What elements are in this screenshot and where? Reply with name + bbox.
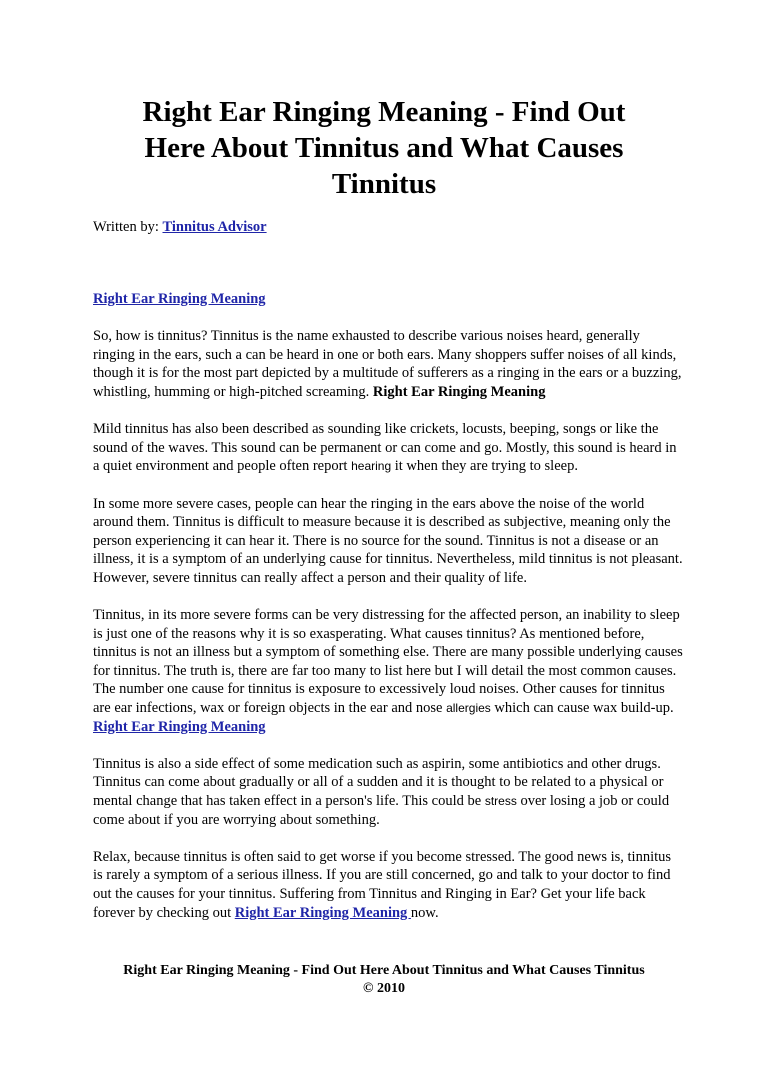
paragraph-4-text: Tinnitus, in its more severe forms can be very distressing for the affected person, an inability to sleep is just one of the reasons why it is so exasperating. What causes tinnitus? As mentioned before, tinnitus is not an illness but a symptom of something else. There are many possible underlying causes for tinnitus. The truth is, there are far too many to list here but I will detail the most common causes. The number one cause for tinnitus is exposure to excessively loud noises. Other causes for tinnitus are ear infections, wax or foreign objects in the ear and nose	[93, 607, 683, 717]
page-footer	[86, 962, 682, 998]
paragraph-6	[93, 848, 683, 922]
article-body	[93, 290, 683, 941]
byline-label: Written by:	[93, 219, 163, 235]
paragraph-5-text-end: over losing a job or could come about if you are worrying about something.	[93, 793, 670, 828]
page-title: Right Ear Ringing Meaning - Find Out Here About Tinnitus and What Causes Tinnitus	[142, 96, 626, 200]
byline	[93, 218, 267, 236]
section-heading-link[interactable]: Right Ear Ringing Meaning	[93, 291, 266, 307]
paragraph-1-bold: Right Ear Ringing Meaning	[372, 383, 546, 400]
paragraph-4-text-end: which can cause wax build-up.	[490, 700, 674, 717]
inline-link-1[interactable]: Right Ear Ringing Meaning	[93, 718, 266, 735]
paragraph-5-keyword: stress	[484, 794, 517, 809]
paragraph-3: In some more severe cases, people can hear the ringing in the ears above the noise of the world around them. Tinnitus is difficult to measure because it is described as subjective, meaning only the person experiencing it can hear it. There is no source for the sound. Tinnitus is not a disease or an illness, it is a symptom of an underlying cause for tinnitus. Nevertheless, mild tinnitus is not pleasant. However, severe tinnitus can really affect a person and their quality of life.	[93, 495, 683, 586]
paragraph-2-keyword: hearing	[351, 459, 392, 474]
paragraph-2-text: Mild tinnitus has also been described as sounding like crickets, locusts, beeping, songs or like the sound of the waves. This sound can be permanent or can come and go. Mostly, this sound is heard in a quiet environment and people often report	[93, 421, 677, 475]
paragraph-4-keyword: allergies	[446, 701, 491, 716]
footer-title: Right Ear Ringing Meaning - Find Out Here About Tinnitus and What Causes Tinnitus	[123, 963, 645, 978]
paragraph-5	[93, 755, 683, 829]
paragraph-1-text: So, how is tinnitus? Tinnitus is the name exhausted to describe various noises heard, generally ringing in the ears, such a can be heard in one or both ears. Many shoppers suffer noises of all kinds, though it is for the most part depicted by a multitude of sufferers as a ringing in the ears or a buzzing, whistling, humming or high-pitched screaming.	[93, 328, 682, 400]
paragraph-6-text: Relax, because tinnitus is often said to get worse if you become stressed. The good news is, tinnitus is rarely a symptom of a serious illness. If you are still concerned, go and talk to your doctor to find out the causes for your tinnitus. Suffering from Tinnitus and Ringing in Ear? Get your life back forever by checking out	[93, 848, 672, 921]
paragraph-5-text: Tinnitus is also a side effect of some medication such as aspirin, some antibiotics and other drugs. Tinnitus can come about gradually or all of a sudden and it is thought to be related to a physical or mental change that has taken effect in a person's life. This could be	[93, 755, 664, 810]
footer-copyright: © 2010	[363, 981, 405, 996]
author-link[interactable]: Tinnitus Advisor	[162, 219, 267, 235]
paragraph-2	[93, 420, 683, 476]
paragraph-2-text-end: it when they are trying to sleep.	[391, 458, 578, 475]
paragraph-4	[93, 606, 683, 736]
paragraph-6-text-end: now.	[410, 904, 439, 921]
inline-link-2[interactable]: Right Ear Ringing Meaning	[234, 904, 411, 921]
paragraph-1	[93, 327, 683, 401]
